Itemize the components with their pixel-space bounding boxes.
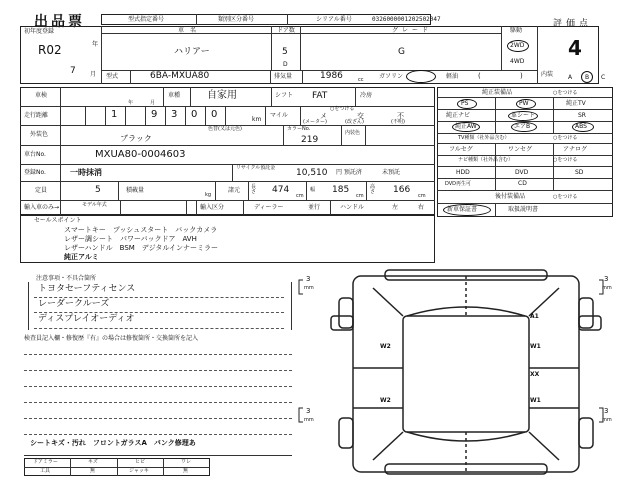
notes-label: 注意事項・不具合箇所 [36,275,97,282]
width-value: 185 [332,185,350,195]
bottom-note: シートキズ・汚れ フロントガラスA バンク修理あ [30,439,196,447]
serial-value: 0326000001202502047 [372,16,441,23]
doors-label: ドア数 [277,27,295,34]
year-unit: 年 [92,41,99,48]
inspection-year-unit: 年 [128,100,134,106]
displacement-label: 排気量 [274,73,293,80]
tv-oneseg: ワンセグ [508,146,533,153]
tv-type-label: TV種類（社外品含む） [458,135,510,141]
length-cm: cm [296,193,304,199]
first-registration-month: 7 [70,66,76,76]
width-cm: cm [356,193,364,199]
rear-equipment-label: 後付装備品 [495,193,526,200]
left-label: 左 [392,204,399,211]
equip-pw: PW [519,100,529,107]
vin-label: 車台No. [24,151,46,158]
doors-value: 5 [282,47,288,57]
tire-mark-3: 3 [604,275,609,283]
vehicle-type-label: 車種 [168,92,181,99]
mile-opt-sub-3: (不明) [391,119,405,125]
tire-mark-3-unit: mm [602,285,612,291]
serial-label: シリアル番号 [316,16,352,23]
mile-opt-1: メ [320,112,327,120]
length-label: 長さ [251,184,257,195]
equip-aw: 純正AW [455,123,477,130]
bottom-value-3: ジャッキ [129,468,149,474]
paren-close: ) [520,72,523,80]
equip-abs: ABS [575,123,587,130]
paren-open: ( [478,72,481,80]
car-damage-diagram [295,268,635,478]
mileage-digit-1: 1 [111,109,118,120]
mileage-digit-4: 0 [191,109,198,120]
tire-mark-4-unit: mm [602,417,612,423]
damage-w2-rear: W2 [380,397,391,404]
drive-label: 駆動 [510,27,523,34]
tv-analog: アナログ [563,146,588,153]
mile-opt-2: 交 [357,112,364,120]
vin-value: MXUA80-0004603 [95,149,186,160]
vehicle-type-value: 自家用 [207,90,237,101]
sales-point-line-1: スマートキー プッシュスタート バックカメラ [64,226,218,234]
navi-sd: SD [575,169,584,176]
recycle-paid-label: 円 預託済 [336,169,362,176]
tire-mark-4: 3 [604,407,609,415]
dealer-label: ディーラー [254,204,284,211]
exterior-color-label: 外装色 [30,131,49,138]
standard-equipment-label: 純正装備品 [482,89,513,96]
displacement-value: 1986 [320,71,343,81]
gasoline-circle [406,70,436,83]
mile-label: マイル [270,112,288,119]
category-number-label: 類別区分番号 [218,16,255,23]
registration-label: 登録No. [24,169,46,176]
height-label: 高さ [370,184,376,195]
inspection-label: 車検 [35,92,48,99]
grade-label: グレード [392,27,433,34]
equip-navi: 純正ナビ [446,112,471,119]
model-designation-label: 型式指定番号 [128,16,165,23]
right-label: 右 [418,204,425,211]
length-value: 474 [272,185,290,195]
tv-fullseg: フルセグ [449,146,473,153]
handle-label: ハンドル [340,204,365,211]
score-value: 4 [568,36,582,60]
model-year-label: モデル年式 [82,202,107,208]
navi-select-note: ○をつける [553,157,578,163]
height-cm: cm [418,193,426,199]
doors-unit: D [283,61,288,68]
navi-type-label: ナビ種類（社外品含む） [458,157,514,163]
equip-leather: 革シート [511,112,536,119]
height-value: 166 [393,185,411,195]
document-title: 出品票 [34,14,85,30]
manual-label: 取扱説明書 [508,206,539,213]
parallel-label: 並行 [308,204,321,211]
sales-point-line-4: 純正アルミ [64,253,99,261]
km-unit: km [252,116,262,123]
color-no-value: 219 [301,135,319,145]
dvd-cd: CD [518,180,527,187]
sales-point-line-3: レザーハンドル BSM デジタルインナーミラー [64,244,219,252]
mile-opt-sub-2: (改ざん) [345,119,364,125]
interior-color-label: 内装色 [345,130,361,136]
bottom-header-4: ワレ [181,459,192,465]
bottom-header-3: ヒビ [135,459,146,465]
interior-label: 内装 [541,71,554,78]
equip-ps: PS [461,100,469,107]
damage-w2-front: W2 [380,343,391,350]
grade-value: G [398,47,405,57]
drive-2wd: 2WD [510,42,525,49]
shift-label: シフト [275,92,294,99]
cc-unit: cc [358,77,364,83]
mile-select-note: ○をつける [330,106,355,112]
recycle-label: リサイクル預託金 [236,165,276,171]
dimensions-label: 諸元 [228,187,241,194]
width-label: 幅 [310,187,316,193]
equip-tv: 純正TV [566,100,586,107]
mileage-label: 走行距離 [24,112,49,119]
gasoline-label: ガソリン [379,73,404,80]
interior-a: A [568,74,573,81]
import-category-label: 輸入区分 [200,204,225,211]
dvd-play-label: DVD再生可 [445,181,472,187]
tire-mark-1-unit: mm [304,285,314,291]
capacity-label: 定員 [35,187,48,194]
navi-hdd: HDD [456,169,470,176]
bottom-value-1: 工具 [40,468,51,474]
mileage-digit-3: 3 [171,109,178,120]
mileage-digit-5: 0 [211,109,218,120]
bottom-value-2: 無 [90,468,96,474]
load-label: 積載量 [126,187,145,194]
standard-select-note: ○をつける [553,90,578,96]
tire-mark-2-unit: mm [304,417,314,423]
new-warranty-label: 新車保証書 [447,206,478,213]
import-label: 輸入車のみ→ [24,204,60,211]
tire-mark-2: 3 [306,407,311,415]
color-no-label: カラーNo. [287,126,311,132]
damage-xx: XX [530,371,540,378]
damage-w1-front: W1 [530,343,541,350]
note-item-1: トヨタセーフティセンス [38,284,136,294]
rear-select-note: ○をつける [553,194,578,200]
interior-b: B [585,74,590,81]
equip-airbag: エアB [514,123,531,130]
equip-sr: SR [578,112,586,119]
kg-unit: kg [205,192,212,198]
bottom-header-2: キズ [88,459,98,465]
navi-dvd: DVD [515,169,529,176]
inspection-month-unit: 月 [150,100,156,106]
tire-mark-1: 3 [306,275,311,283]
bottom-value-4: 無 [183,468,189,474]
car-name-label: 車名 [178,27,203,34]
first-registration-label: 初年度登録 [24,28,55,35]
diesel-label: 軽油 [446,73,459,80]
damage-a1: A1 [530,313,539,320]
recycle-unpaid-label: 未預託 [382,169,401,176]
sales-point-line-2: レザー調シート パワーバックドア AVH [64,235,197,243]
color-change-label: 色替(又は元色) [208,126,242,132]
shift-value: FAT [312,91,328,101]
note-item-3: ディスプレイオーディオ [38,314,135,324]
recycle-value: 10,510 [296,168,328,178]
registration-value: 一時抹消 [70,168,102,177]
car-name: ハリアー [174,47,210,57]
drive-4wd: 4WD [510,58,525,65]
tv-select-note: ○をつける [553,135,578,141]
mileage-digit-2: 9 [151,109,158,120]
damage-w1-rear: W1 [530,397,541,404]
sales-points-label: セールスポイント [34,217,82,224]
model-value: 6BA-MXUA80 [150,71,210,81]
ac-label: 冷房 [360,92,373,99]
capacity-value: 5 [95,185,101,195]
month-unit: 月 [90,71,97,78]
score-label: 評価点 [553,19,593,29]
inspector-label: 検査員記入欄・修復歴『有』の場合は修復箇所・交換箇所を記入 [24,335,199,342]
first-registration-era: R02 [38,43,62,57]
note-item-2: レーダークルーズ [38,299,110,309]
exterior-color-value: ブラック [120,134,152,143]
mile-opt-sub-1: (メーター) [303,119,327,125]
interior-c: C [601,74,606,81]
model-label: 型式 [106,73,119,80]
mile-opt-3: 不 [397,112,404,120]
bottom-header-1: ドアミラー [33,459,58,465]
